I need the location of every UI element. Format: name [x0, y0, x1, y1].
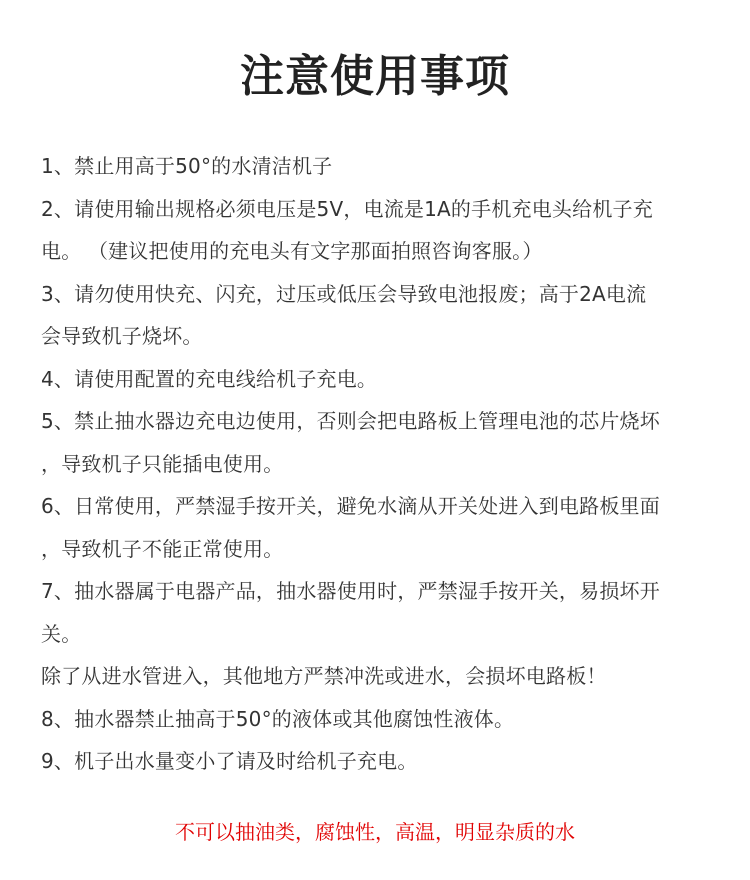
note-line: 5、禁止抽水器边充电边使用，否则会把电路板上管理电池的芯片烧坏 [41, 409, 660, 433]
page-title: 注意使用事项 [240, 51, 510, 102]
note-line: 7、抽水器属于电器产品，抽水器使用时，严禁湿手按开关，易损坏开 [41, 579, 660, 603]
usage-notes-list [41, 145, 713, 783]
note-line: ，导致机子只能插电使用。 [41, 451, 284, 476]
note-line: 3、请勿使用快充、闪充，过压或低压会导致电池报废；高于2A电流 [41, 281, 647, 306]
note-line: 1、禁止用高于50°的水清洁机子 [41, 154, 333, 178]
note-line: ，导致机子不能正常使用。 [41, 536, 284, 561]
note-line: 6、日常使用，严禁湿手按开关，避免水滴从开关处进入到电路板里面 [41, 494, 660, 518]
note-line: 4、请使用配置的充电线给机子充电。 [41, 366, 378, 391]
note-line: 8、抽水器禁止抽高于50°的液体或其他腐蚀性液体。 [41, 706, 515, 731]
warning-text: 不可以抽油类，腐蚀性，高温，明显杂质的水 [175, 820, 575, 844]
note-line: 2、请使用输出规格必须电压是5V，电流是1A的手机充电头给机子充 [41, 196, 653, 221]
note-line: 9、机子出水量变小了请及时给机子充电。 [41, 749, 418, 773]
note-line: 电。 （建议把使用的充电头有文字那面拍照咨询客服。） [41, 239, 543, 263]
note-line: 会导致机子烧坏。 [41, 324, 203, 348]
note-line: 关。 [41, 621, 82, 646]
note-line: 除了从进水管进入，其他地方严禁冲洗或进水，会损坏电路板！ [41, 664, 607, 688]
